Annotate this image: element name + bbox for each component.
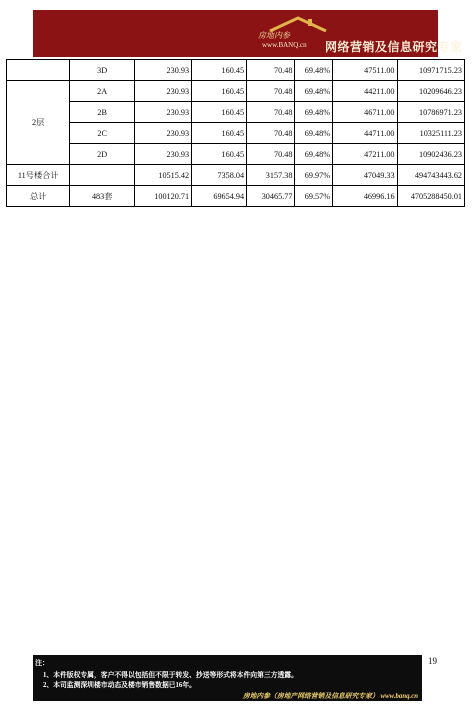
table-row — [7, 81, 465, 102]
table-cell: 2B — [70, 102, 135, 123]
table-cell: 160.45 — [192, 60, 247, 81]
table-cell: 47211.00 — [333, 144, 398, 165]
total-row — [7, 186, 465, 207]
table-row — [7, 144, 465, 165]
floor-label: 2层 — [7, 81, 70, 165]
table-cell: 69.48% — [295, 144, 333, 165]
table-cell: 44711.00 — [333, 123, 398, 144]
brand-title: 网络营销及信息研究专家 — [325, 40, 463, 54]
table-cell: 3D — [70, 60, 135, 81]
footer-brand: 房地内参（房地产网络营销及信息研究专家） www.banq.cn — [242, 693, 418, 700]
table-cell: 70.48 — [247, 60, 295, 81]
table-cell: 47049.33 — [333, 165, 398, 186]
table-cell: 2D — [70, 144, 135, 165]
table-cell — [70, 165, 135, 186]
table-row — [7, 102, 465, 123]
note-label: 注： — [35, 659, 49, 667]
subtotal-label: 11号楼合计 — [7, 165, 70, 186]
note-item: 2、本司监测深圳楼市动态及楼市销售数据已16年。 — [43, 682, 196, 689]
table-cell: 69.97% — [295, 165, 333, 186]
table-cell: 100120.71 — [134, 186, 191, 207]
note-item: 1、本件版权专属，客户不得以包括但不限于转发、抄送等形式将本件向第三方透露。 — [43, 672, 298, 679]
table-cell: 70.48 — [247, 144, 295, 165]
table-cell: 230.93 — [134, 123, 191, 144]
table-cell: 30465.77 — [247, 186, 295, 207]
brand-name: 房地内参 — [258, 31, 290, 40]
subtotal-row — [7, 165, 465, 186]
table-row — [7, 60, 465, 81]
page-number: 19 — [428, 656, 437, 666]
table-cell: 494743443.62 — [397, 165, 464, 186]
table-cell: 69.48% — [295, 60, 333, 81]
table-cell: 10786971.23 — [397, 102, 464, 123]
table-cell: 2C — [70, 123, 135, 144]
table-cell — [7, 60, 70, 81]
table-cell: 69.48% — [295, 123, 333, 144]
table-cell: 230.93 — [134, 102, 191, 123]
table-cell: 69.57% — [295, 186, 333, 207]
table-cell: 10325111.23 — [397, 123, 464, 144]
table-cell: 230.93 — [134, 81, 191, 102]
sales-table — [6, 59, 465, 207]
brand-url: www.BANQ.cn — [262, 41, 307, 49]
table-cell: 69654.94 — [192, 186, 247, 207]
table-cell: 10515.42 — [134, 165, 191, 186]
table-cell: 46996.16 — [333, 186, 398, 207]
table-cell: 160.45 — [192, 81, 247, 102]
table-cell: 69.48% — [295, 81, 333, 102]
table-cell: 10902436.23 — [397, 144, 464, 165]
footer-notes — [33, 655, 422, 701]
table-cell: 47511.00 — [333, 60, 398, 81]
table-cell: 70.48 — [247, 123, 295, 144]
table-cell: 46711.00 — [333, 102, 398, 123]
table-cell: 69.48% — [295, 102, 333, 123]
table-cell: 7358.04 — [192, 165, 247, 186]
table-cell: 160.45 — [192, 144, 247, 165]
table-cell: 2A — [70, 81, 135, 102]
table-cell: 70.48 — [247, 81, 295, 102]
table-cell: 230.93 — [134, 144, 191, 165]
table-cell: 10971715.23 — [397, 60, 464, 81]
table-cell: 4705288450.01 — [397, 186, 464, 207]
table-cell: 10209646.23 — [397, 81, 464, 102]
table-row — [7, 123, 465, 144]
total-label: 总计 — [7, 186, 70, 207]
table-cell: 44211.00 — [333, 81, 398, 102]
total-units: 483套 — [70, 186, 135, 207]
table-cell: 160.45 — [192, 123, 247, 144]
table-cell: 160.45 — [192, 102, 247, 123]
table-cell: 230.93 — [134, 60, 191, 81]
table-cell: 70.48 — [247, 102, 295, 123]
table-cell: 3157.38 — [247, 165, 295, 186]
